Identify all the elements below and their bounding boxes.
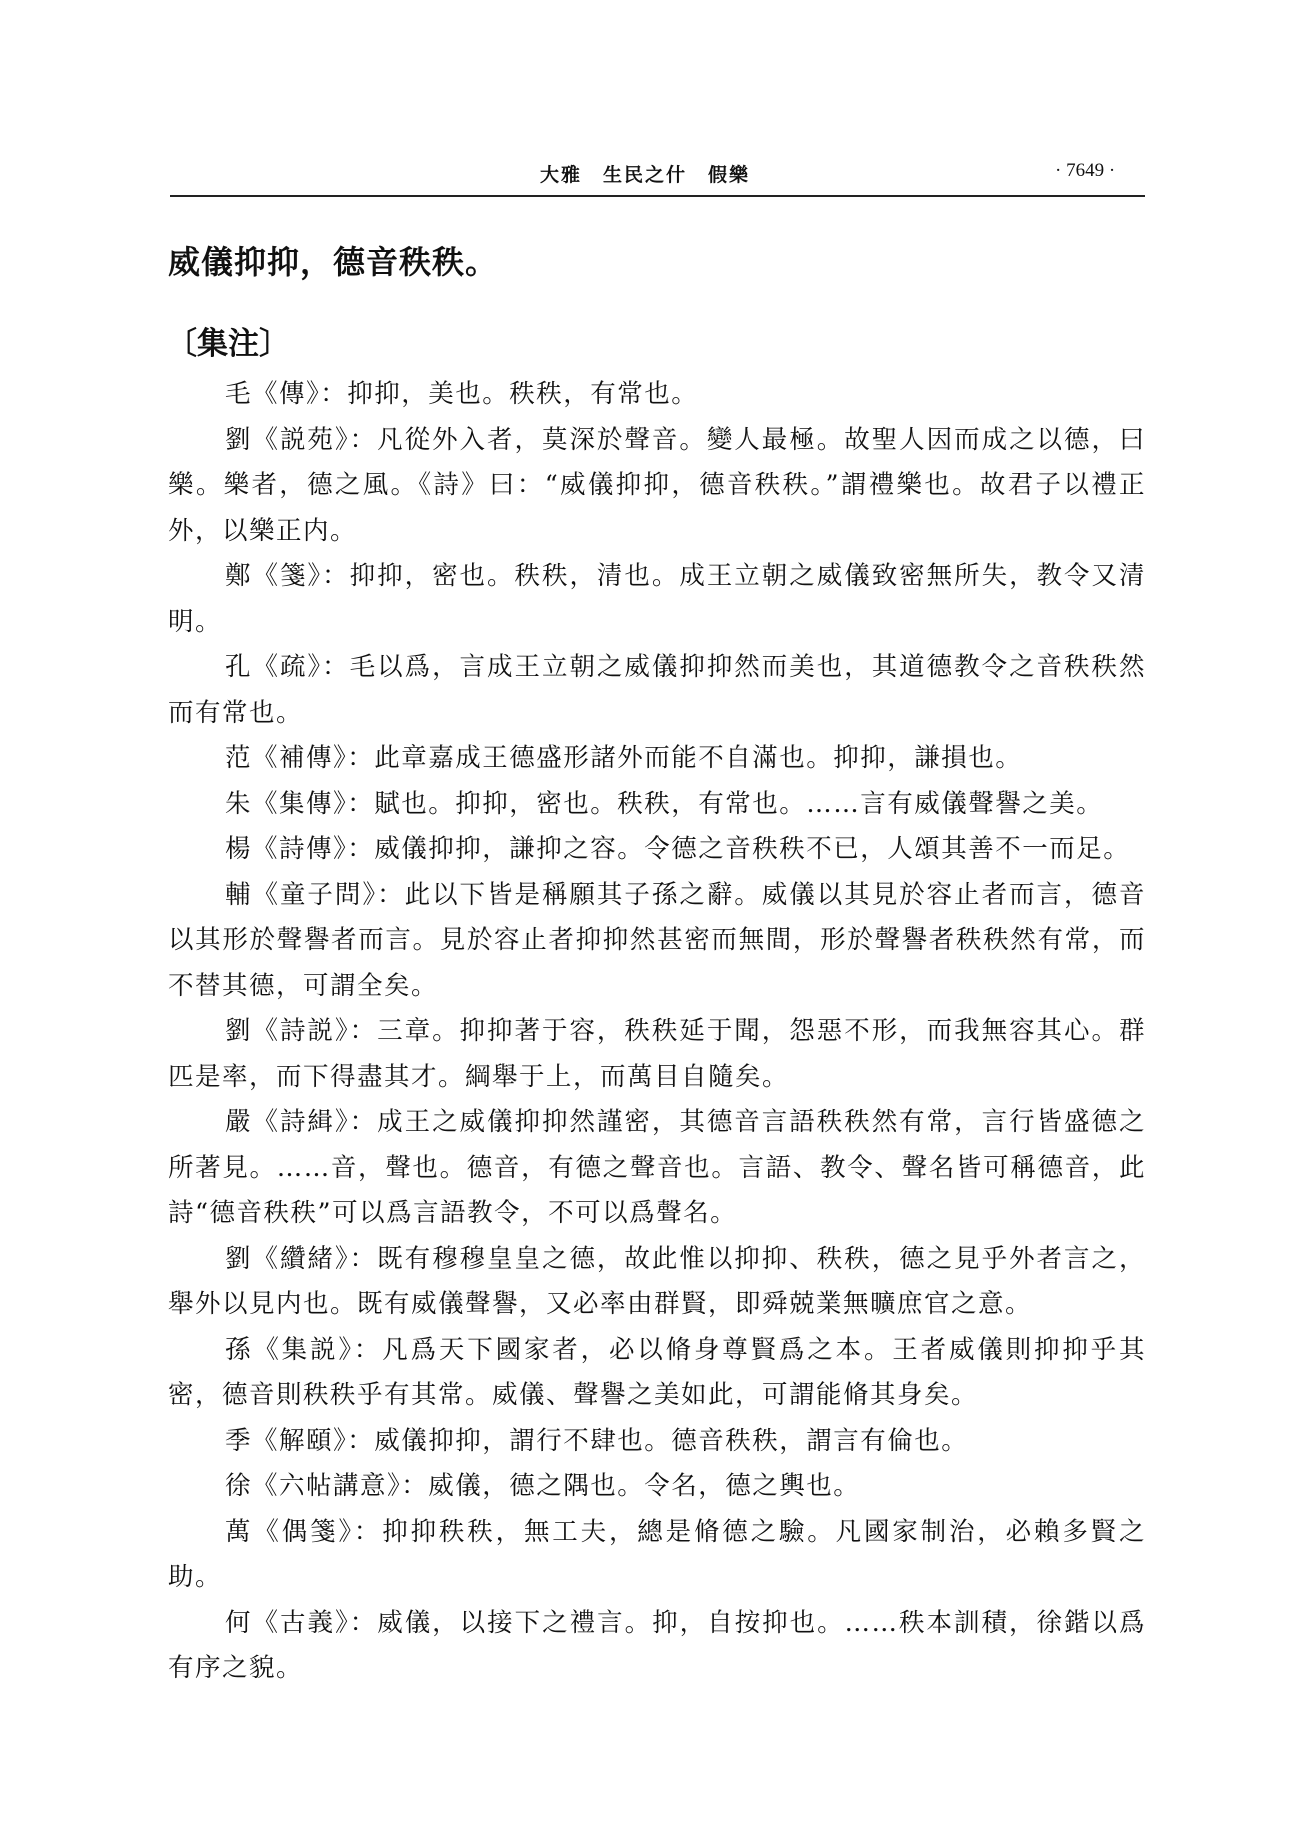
commentary-paragraph: 鄭《箋》：抑抑，密也。秩秩，清也。成王立朝之威儀致密無所失，教令又清明。 (168, 561, 1146, 637)
commentary-paragraph: 萬《偶箋》：抑抑秩秩，無工夫，總是脩德之驗。凡國家制治，必賴多賢之助。 (168, 1516, 1146, 1592)
commentary-paragraph: 孔《疏》：毛以爲，言成王立朝之威儀抑抑然而美也，其道德教令之音秩秩然而有常也。 (168, 652, 1146, 728)
verse-line: 威儀抑抑，德音秩秩。 (168, 243, 499, 281)
running-head: 大雅 生民之什 假樂 (540, 164, 751, 186)
commentary-body (168, 372, 1146, 1692)
commentary-paragraph: 季《解頤》：威儀抑抑，謂行不肆也。德音秩秩，謂言有倫也。 (225, 1425, 969, 1456)
commentary-paragraph: 嚴《詩緝》：成王之威儀抑抑然謹密，其德音言語秩秩然有常，言行皆盛德之所著見。……音，聲也。德音，有德之聲音也。言語、教令、聲名皆可稱德音，此詩“德音秩秩”可以爲言語教令，不可以爲聲名。 (168, 1107, 1146, 1228)
commentary-paragraph: 范《補傳》：此章嘉成王德盛形諸外而能不自滿也。抑抑，謙損也。 (225, 743, 1023, 773)
commentary-paragraph: 劉《詩説》：三章。抑抑著于容，秩秩延于聞，怨惡不形，而我無容其心。群匹是率，而下得盡其才。綱舉于上，而萬目自隨矣。 (168, 1016, 1146, 1092)
commentary-paragraph: 毛《傳》：抑抑，美也。秩秩，有常也。 (225, 379, 699, 409)
header-rule (170, 195, 1145, 197)
commentary-paragraph: 劉《説苑》：凡從外入者，莫深於聲音。變人最極。故聖人因而成之以德，曰樂。樂者，德之風。《詩》曰：“威儀抑抑，德音秩秩。”謂禮樂也。故君子以禮正外，以樂正内。 (168, 424, 1146, 546)
commentary-paragraph: 朱《集傳》：賦也。抑抑，密也。秩秩，有常也。……言有威儀聲譽之美。 (225, 788, 1104, 819)
commentary-paragraph: 孫《集説》：凡爲天下國家者，必以脩身尊賢爲之本。王者威儀則抑抑乎其密，德音則秩秩乎有其常。威儀、聲譽之美如此，可謂能脩其身矣。 (168, 1334, 1146, 1410)
commentary-paragraph: 劉《纘緒》：既有穆穆皇皇之德，故此惟以抑抑、秩秩，德之見乎外者言之，舉外以見内也。既有威儀聲譽，又必率由群賢，即舜兢業無曠庶官之意。 (168, 1243, 1146, 1319)
commentary-paragraph: 徐《六帖講意》：威儀，德之隅也。令名，德之輿也。 (225, 1471, 861, 1501)
section-heading: 〔集注〕 (166, 326, 290, 362)
commentary-paragraph: 楊《詩傳》：威儀抑抑，謙抑之容。令德之音秩秩不已，人頌其善不一而足。 (225, 834, 1131, 864)
commentary-paragraph: 何《古義》：威儀，以接下之禮言。抑，自按抑也。……秩本訓積，徐鍇以爲有序之貌。 (168, 1607, 1146, 1683)
page-number: · 7649 · (1055, 160, 1116, 181)
commentary-paragraph: 輔《童子問》：此以下皆是稱願其子孫之辭。威儀以其見於容止者而言，德音以其形於聲譽者而言。見於容止者抑抑然甚密而無間，形於聲譽者秩秩然有常，而不替其德，可謂全矣。 (168, 879, 1146, 1001)
